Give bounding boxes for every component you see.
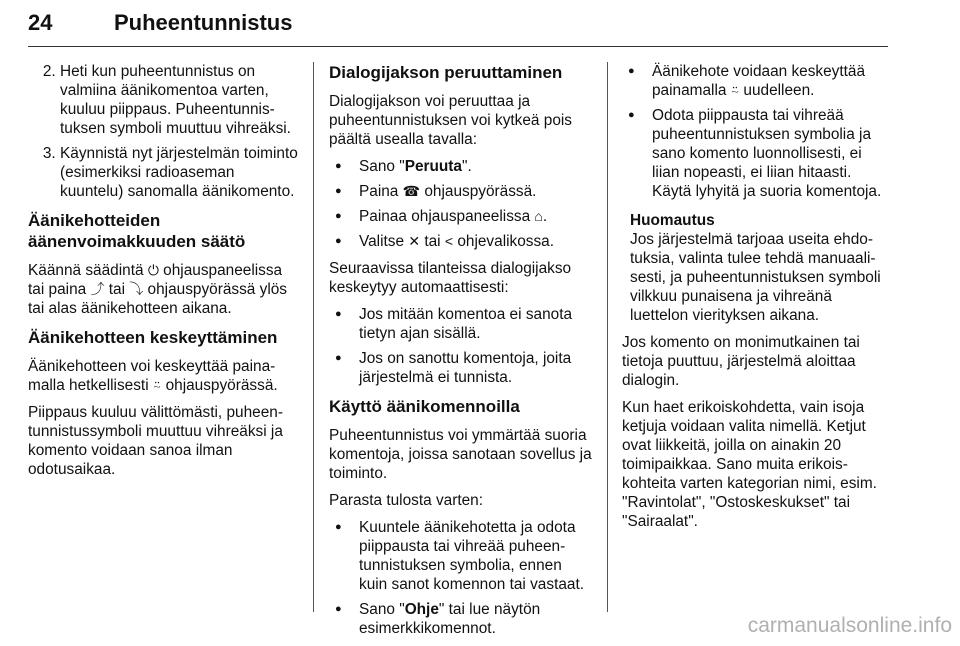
step-3: 3. Käynnistä nyt järjestelmän toiminto (esimerkiksi radioaseman kuuntelu) sanomalla äänikomento. bbox=[60, 144, 298, 201]
cancel-item-3: ● Painaa ohjauspaneelissa ⌂. bbox=[359, 207, 593, 226]
cancel-intro: Dialogijakson voi peruuttaa ja puheentunnistuksen voi kytkeä pois päältä usealla tavalla: bbox=[329, 93, 572, 148]
hangup-icon: ☎ bbox=[402, 183, 421, 199]
home-icon: ⌂ bbox=[534, 208, 543, 224]
heading-cancel: Dialogijakson peruuttaminen bbox=[329, 63, 563, 82]
best-list bbox=[329, 518, 593, 638]
tip-item-1: ● Äänikehote voidaan keskeyttää painamalla ⍨ uudelleen. bbox=[652, 62, 888, 100]
column-2 bbox=[329, 62, 593, 646]
auto-intro: Seuraavissa tilanteissa dialogijakso keskeytyy automaattisesti: bbox=[329, 260, 572, 296]
best-item-2: ● Sano "Ohje" tai lue näytön esimerkkikomennot. bbox=[359, 600, 593, 638]
best-intro: Parasta tulosta varten: bbox=[329, 492, 483, 509]
cancel-item-1: ● Sano "Peruuta". bbox=[359, 157, 593, 176]
watermark: carmanualsonline.info bbox=[747, 614, 952, 637]
page-number: 24 bbox=[28, 10, 53, 35]
tips-list bbox=[622, 62, 888, 201]
page-header bbox=[28, 8, 888, 50]
volume-down-icon: ⤵ bbox=[129, 281, 144, 297]
power-knob-icon: ⏻ bbox=[147, 262, 159, 278]
heading-use: Käyttö äänikomennoilla bbox=[329, 397, 520, 416]
voice-icon: ⍨ bbox=[152, 377, 162, 393]
cancel-list bbox=[329, 157, 593, 251]
heading-volume: Äänikehotteiden äänenvoimakkuuden säätö bbox=[28, 211, 246, 251]
auto-list bbox=[329, 305, 593, 387]
close-icon: ✕ bbox=[408, 233, 421, 249]
interrupt-paragraph-2: Piippaus kuuluu välittömästi, puheentunnistussymboli muuttuu vihreäksi ja komento voidaan sanoa ilman odotusaikaa. bbox=[28, 404, 283, 478]
auto-item-2: ● Jos on sanottu komentoja, joita järjestelmä ei tunnista. bbox=[359, 349, 593, 387]
complex-paragraph: Jos komento on monimutkainen tai tietoja puuttuu, järjestelmä aloittaa dialogin. bbox=[622, 334, 860, 389]
auto-item-1: ● Jos mitään komentoa ei sanota tietyn ajan sisällä. bbox=[359, 305, 593, 343]
voice-icon: ⍨ bbox=[730, 82, 740, 98]
best-item-1: ● Kuuntele äänikehotetta ja odota piippausta tai vihreää puheentunnistuksen symbolia, ennen kuin sanot komennon tai vastaat. bbox=[359, 518, 593, 594]
chapter-title: Puheentunnistus bbox=[114, 10, 293, 35]
poi-paragraph: Kun haet erikoiskohdetta, vain isoja ketjuja voidaan valita nimellä. Ketjut ovat liikkeitä, joilla on ainakin 20 toimipaikkaa. Sano muita erikoiskohteita varten kategorian nimi, esim. "Ravintolat", "Ostoskeskukset" tai "Sairaalat". bbox=[622, 399, 877, 530]
note-text: Jos järjestelmä tarjoaa useita ehdotuksia, valinta tulee tehdä manuaalisesti, ja puheentunnistuksen symboli vilkkuu punaisena ja vihreänä luettelon vierityksen aikana. bbox=[630, 231, 881, 324]
column-1 bbox=[28, 62, 298, 487]
interrupt-paragraph: Äänikehotteen voi keskeyttää painamalla hetkellisesti ⍨ ohjauspyörässä. bbox=[28, 358, 278, 394]
header-rule bbox=[28, 46, 888, 47]
heading-interrupt: Äänikehotteen keskeyttäminen bbox=[28, 328, 278, 347]
column-divider-2 bbox=[607, 62, 608, 612]
step-list bbox=[28, 62, 298, 201]
back-icon: < bbox=[444, 233, 454, 249]
note-title: Huomautus bbox=[630, 212, 715, 229]
cancel-item-2: ● Paina ☎ ohjauspyörässä. bbox=[359, 182, 593, 201]
tip-item-2: ● Odota piippausta tai vihreää puheentunnistuksen symbolia ja sano komento luonnollisesti, ei liian nopeasti, ei liian hitaasti. Käytä lyhyitä ja suoria komentoja. bbox=[652, 106, 888, 201]
volume-up-icon: ⤴ bbox=[90, 281, 105, 297]
volume-paragraph: Käännä säädintä ⏻ ohjauspaneelissa tai paina ⤴ tai ⤵ ohjauspyörässä ylös tai alas äänikehotteen aikana. bbox=[28, 262, 288, 317]
use-paragraph: Puheentunnistus voi ymmärtää suoria komentoja, joissa sanotaan sovellus ja toiminto. bbox=[329, 427, 592, 482]
column-3 bbox=[622, 62, 888, 539]
step-2: 2. Heti kun puheentunnistus on valmiina äänikomentoa varten, kuuluu piippaus. Puheentunnistuksen symboli muuttuu vihreäksi. bbox=[60, 62, 298, 138]
column-divider-1 bbox=[313, 62, 314, 612]
note-box bbox=[630, 211, 888, 325]
cancel-item-4: ● Valitse ✕ tai < ohjevalikossa. bbox=[359, 232, 593, 251]
